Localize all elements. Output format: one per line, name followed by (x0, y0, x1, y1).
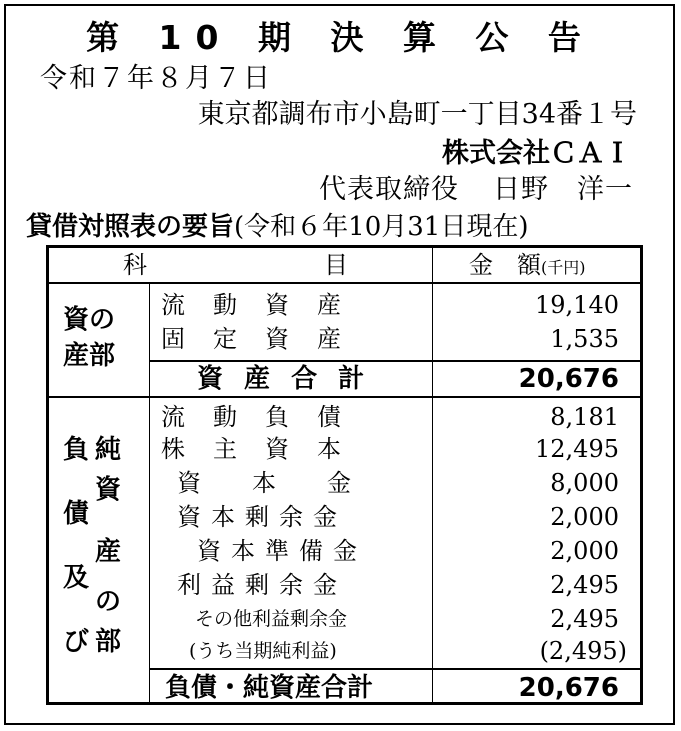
liabilities-total-value: 20,676 (518, 673, 619, 703)
liability-row-value: 8,181 (550, 403, 619, 431)
assets-section-label-1: 資の (63, 305, 116, 335)
liability-row-value: 8,000 (550, 469, 619, 497)
header-subject-1: 科 (123, 251, 147, 279)
liability-row-value: 12,495 (535, 435, 619, 463)
balance-sheet-subtitle (26, 210, 528, 244)
liabilities-label-char: 債 (63, 499, 90, 529)
assets-total-label: 資 産 合 計 (197, 364, 371, 394)
asset-row-label: 流 動 資 産 (161, 291, 343, 319)
notice-date: 令和７年８月７日 (40, 63, 272, 94)
header-unit: (千円) (541, 258, 586, 277)
company-name: 株式会社ＣＡＩ (442, 138, 631, 169)
liability-row-value: 2,495 (550, 571, 619, 599)
assets-divider (49, 396, 640, 398)
section-column-divider (149, 282, 150, 702)
assets-section-label-2: 産部 (63, 341, 116, 371)
liabilities-label-char: び (63, 627, 90, 657)
liability-row-value: 2,495 (550, 605, 619, 633)
header-amount (469, 249, 586, 284)
liability-row-label: (うち当期純利益) (189, 640, 337, 662)
liability-row-label: その他利益剰余金 (195, 608, 348, 630)
assets-total-divider (149, 360, 640, 362)
liability-row-label: 資 本 金 (177, 469, 352, 497)
liability-row-value: 2,000 (550, 503, 619, 531)
amount-column-divider (432, 248, 433, 702)
header-amount-label: 金 額 (469, 251, 541, 279)
assets-total-value: 20,676 (518, 364, 619, 394)
balance-sheet-table (46, 245, 643, 705)
subtitle-heading: 貸借対照表の要旨 (26, 212, 235, 242)
liabilities-label-char: 負 (63, 435, 90, 465)
asset-row-value: 19,140 (535, 291, 619, 319)
liability-row-label: 資本準備金 (197, 537, 367, 565)
asset-row-value: 1,535 (550, 325, 619, 353)
representative-name: 日野 洋一 (493, 174, 633, 205)
liabilities-label-char: 純 (95, 435, 122, 465)
liabilities-label-char: 部 (95, 627, 122, 657)
liability-row-label: 流 動 負 債 (161, 403, 343, 431)
asset-row-label: 固 定 資 産 (161, 325, 343, 353)
liabilities-total-divider (149, 668, 640, 670)
header-subject-2: 目 (324, 251, 348, 279)
liability-row-label: 株 主 資 本 (161, 435, 343, 463)
representative-role: 代表取締役 (319, 174, 459, 205)
subtitle-period: (令和６年10月31日現在) (234, 212, 529, 242)
liability-row-label: 資本剰余金 (177, 503, 347, 531)
liabilities-total-label: 負債・純資産合計 (165, 673, 374, 703)
company-address: 東京都調布市小島町一丁目34番１号 (197, 99, 637, 130)
liabilities-label-char: 資 (95, 475, 122, 505)
liability-row-value: (2,495) (539, 637, 627, 665)
liability-row-value: 2,000 (550, 537, 619, 565)
representative (319, 173, 633, 207)
notice-title: 第 10 期 決 算 公 告 (86, 18, 595, 57)
liabilities-label-char: 及 (63, 563, 90, 593)
liabilities-label-char: 産 (95, 537, 122, 567)
liabilities-label-char: の (95, 587, 122, 617)
liability-row-label: 利益剰余金 (177, 571, 347, 599)
